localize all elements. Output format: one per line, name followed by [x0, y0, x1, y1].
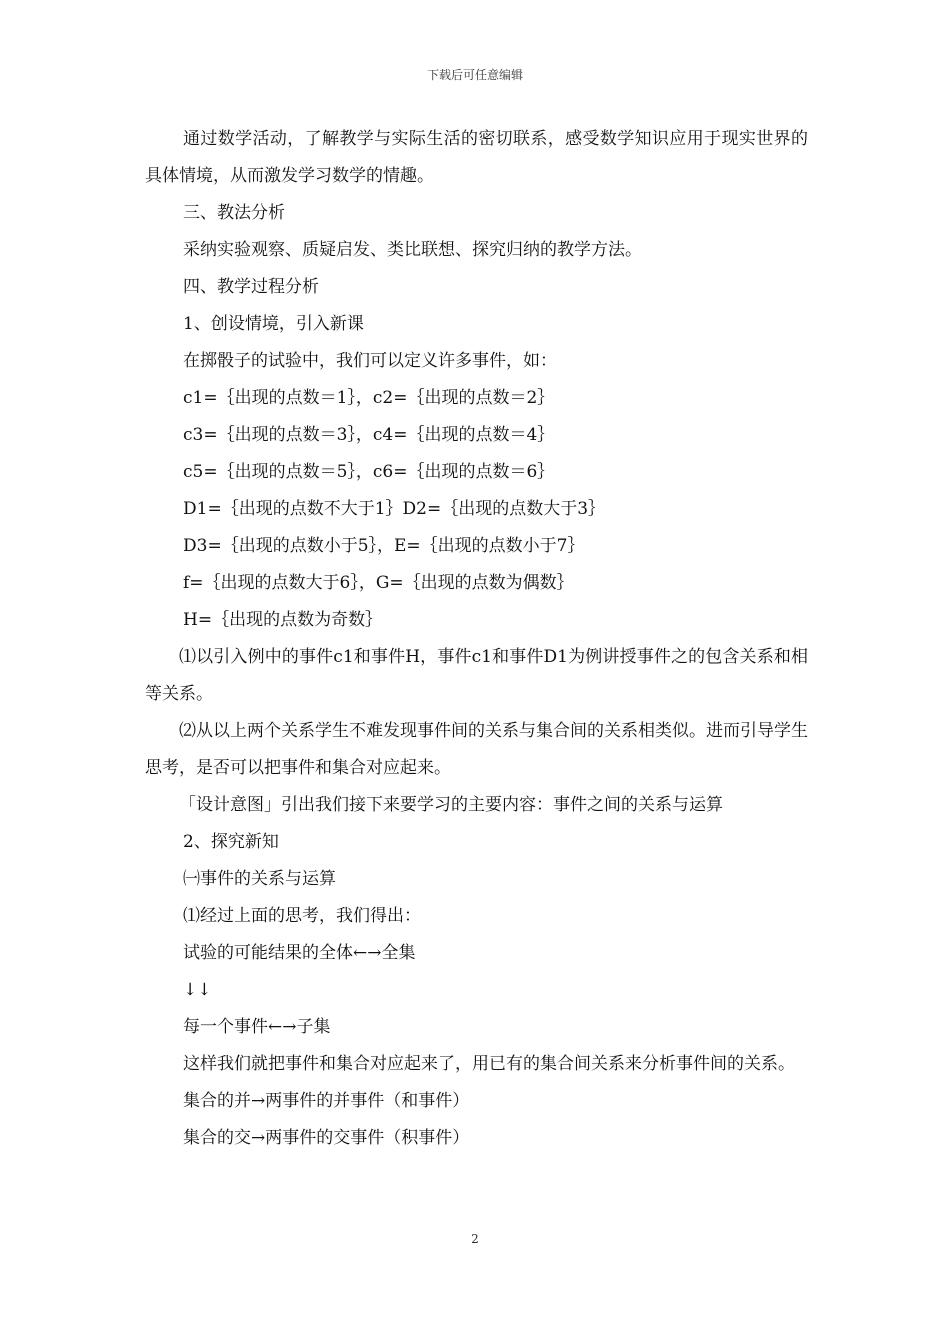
event-line: D1=｛出现的点数不大于1｝D2=｛出现的点数大于3｝: [183, 499, 606, 519]
subsection-heading-intro: 1、创设情境，引入新课: [183, 314, 364, 334]
paragraph-goal: 通过数学活动，了解教学与实际生活的密切联系，感受数学知识应用于现实世界的具体情境，从而激发学习数学的情趣。: [145, 129, 808, 186]
event-line: f=｛出现的点数大于6｝，G=｛出现的点数为偶数｝: [183, 573, 574, 593]
mapping-line: 试验的可能结果的全体←→全集: [183, 943, 416, 963]
event-line: D3=｛出现的点数小于5｝，E=｛出现的点数小于7｝: [183, 536, 585, 556]
paragraph-dice: 在掷骰子的试验中，我们可以定义许多事件，如：: [183, 351, 557, 371]
event-line: c1=｛出现的点数＝1｝，c2=｛出现的点数＝2｝: [183, 388, 555, 408]
mapping-line: 集合的交→两事件的交事件（积事件）: [183, 1128, 470, 1148]
paragraph-step-1: ⑴以引入例中的事件c1和事件H，事件c1和事件D1为例讲授事件之的包含关系和相等关系。: [145, 647, 808, 704]
event-line: c3=｛出现的点数＝3｝，c4=｛出现的点数＝4｝: [183, 425, 555, 445]
mapping-line: 集合的并→两事件的并事件（和事件）: [183, 1091, 470, 1111]
paragraph-correspondence: 这样我们就把事件和集合对应起来了，用已有的集合间关系来分析事件间的关系。: [183, 1054, 795, 1074]
subsection-heading-relations: ㈠事件的关系与运算: [183, 869, 336, 889]
subsection-heading-explore: 2、探究新知: [183, 832, 279, 852]
page-header: 下载后可任意编辑: [426, 68, 523, 82]
paragraph-conclusion: ⑴经过上面的思考，我们得出：: [183, 906, 421, 926]
event-line: H=｛出现的点数为奇数｝: [183, 610, 383, 630]
section-heading-process: 四、教学过程分析: [183, 277, 319, 297]
paragraph-design-intent: 「设计意图」引出我们接下来要学习的主要内容：事件之间的关系与运算: [179, 795, 723, 815]
document-body: [145, 121, 808, 1157]
page-number: 2: [471, 1232, 479, 1246]
mapping-line: 每一个事件←→子集: [183, 1017, 331, 1037]
paragraph-method: 采纳实验观察、质疑启发、类比联想、探究归纳的教学方法。: [183, 240, 642, 260]
arrow-line: ↓↓: [183, 980, 212, 1000]
event-line: c5=｛出现的点数＝5｝，c6=｛出现的点数＝6｝: [183, 462, 555, 482]
paragraph-step-2: ⑵从以上两个关系学生不难发现事件间的关系与集合间的关系相类似。进而引导学生思考，是否可以把事件和集合对应起来。: [145, 721, 808, 778]
section-heading-teaching-method: 三、教法分析: [183, 203, 285, 223]
